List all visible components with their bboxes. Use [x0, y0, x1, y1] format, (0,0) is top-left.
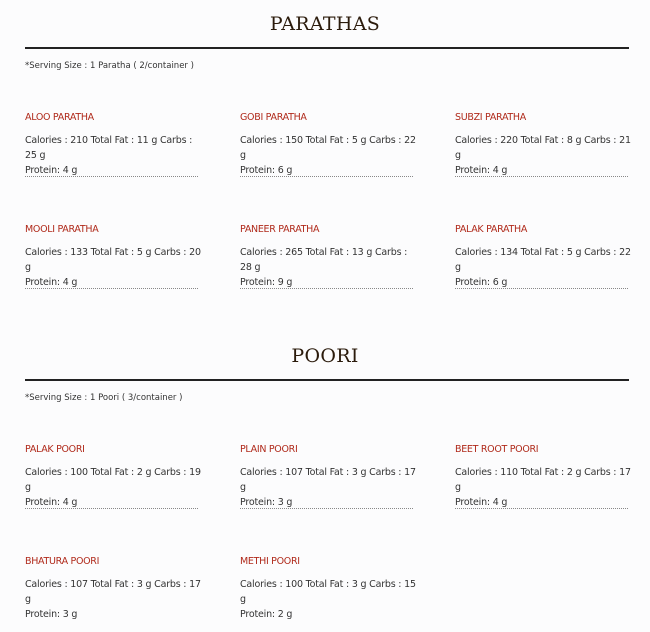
menu-item: [25, 224, 203, 290]
item-name: BHATURA POORI: [25, 556, 100, 567]
divider: [25, 379, 629, 381]
menu-item: [455, 112, 633, 178]
item-protein: Protein: 4 g: [455, 497, 508, 508]
dotted-separator: [455, 176, 628, 177]
item-protein: Protein: 2 g: [240, 609, 293, 620]
item-name: GOBI PARATHA: [240, 112, 307, 123]
item-nutrition: Calories : 133 Total Fat : 5 g Carbs : 20 g: [25, 247, 201, 273]
item-name: BEET ROOT POORI: [455, 444, 539, 455]
dotted-separator: [25, 508, 198, 509]
serving-size: *Serving Size : 1 Poori ( 3/container ): [25, 393, 183, 403]
menu-item: [455, 444, 633, 510]
item-protein: Protein: 6 g: [455, 277, 508, 288]
item-nutrition: Calories : 107 Total Fat : 3 g Carbs : 17 g: [240, 467, 416, 493]
item-protein: Protein: 4 g: [25, 165, 78, 176]
item-nutrition: Calories : 134 Total Fat : 5 g Carbs : 22 g: [455, 247, 631, 273]
section-parathas: [0, 0, 650, 300]
item-name: PALAK PARATHA: [455, 224, 528, 235]
menu-item: [240, 556, 418, 622]
dotted-separator: [240, 508, 413, 509]
item-nutrition: Calories : 107 Total Fat : 3 g Carbs : 17 g: [25, 579, 201, 605]
item-name: PALAK POORI: [25, 444, 85, 455]
menu-item: [240, 224, 418, 290]
menu-item: [25, 112, 203, 178]
item-protein: Protein: 9 g: [240, 277, 293, 288]
divider: [25, 47, 629, 49]
item-name: PLAIN POORI: [240, 444, 298, 455]
item-nutrition: Calories : 220 Total Fat : 8 g Carbs : 21 g: [455, 135, 631, 161]
item-name: ALOO PARATHA: [25, 112, 94, 123]
item-nutrition: Calories : 110 Total Fat : 2 g Carbs : 17 g: [455, 467, 631, 493]
section-title: POORI: [291, 345, 359, 367]
item-name: METHI POORI: [240, 556, 300, 567]
item-protein: Protein: 4 g: [25, 277, 78, 288]
item-nutrition: Calories : 100 Total Fat : 3 g Carbs : 15 g: [240, 579, 416, 605]
item-nutrition: Calories : 210 Total Fat : 11 g Carbs : 25 g: [25, 135, 193, 161]
item-nutrition: Calories : 265 Total Fat : 13 g Carbs : 28 g: [240, 247, 408, 273]
item-nutrition: Calories : 150 Total Fat : 5 g Carbs : 22 g: [240, 135, 416, 161]
item-nutrition: Calories : 100 Total Fat : 2 g Carbs : 19 g: [25, 467, 201, 493]
dotted-separator: [240, 288, 413, 289]
dotted-separator: [25, 288, 198, 289]
item-name: SUBZI PARATHA: [455, 112, 526, 123]
menu-item: [455, 224, 633, 290]
dotted-separator: [25, 176, 198, 177]
item-protein: Protein: 3 g: [25, 609, 78, 620]
item-protein: Protein: 6 g: [240, 165, 293, 176]
dotted-separator: [455, 288, 628, 289]
menu-item: [25, 556, 203, 622]
item-protein: Protein: 3 g: [240, 497, 293, 508]
section-poori: [0, 332, 650, 632]
item-name: MOOLI PARATHA: [25, 224, 99, 235]
section-title: PARATHAS: [269, 13, 381, 35]
dotted-separator: [455, 508, 628, 509]
dotted-separator: [240, 176, 413, 177]
item-protein: Protein: 4 g: [25, 497, 78, 508]
menu-item: [240, 112, 418, 178]
item-name: PANEER PARATHA: [240, 224, 320, 235]
menu-item: [240, 444, 418, 510]
item-protein: Protein: 4 g: [455, 165, 508, 176]
menu-item: [25, 444, 203, 510]
serving-size: *Serving Size : 1 Paratha ( 2/container ): [25, 61, 194, 71]
